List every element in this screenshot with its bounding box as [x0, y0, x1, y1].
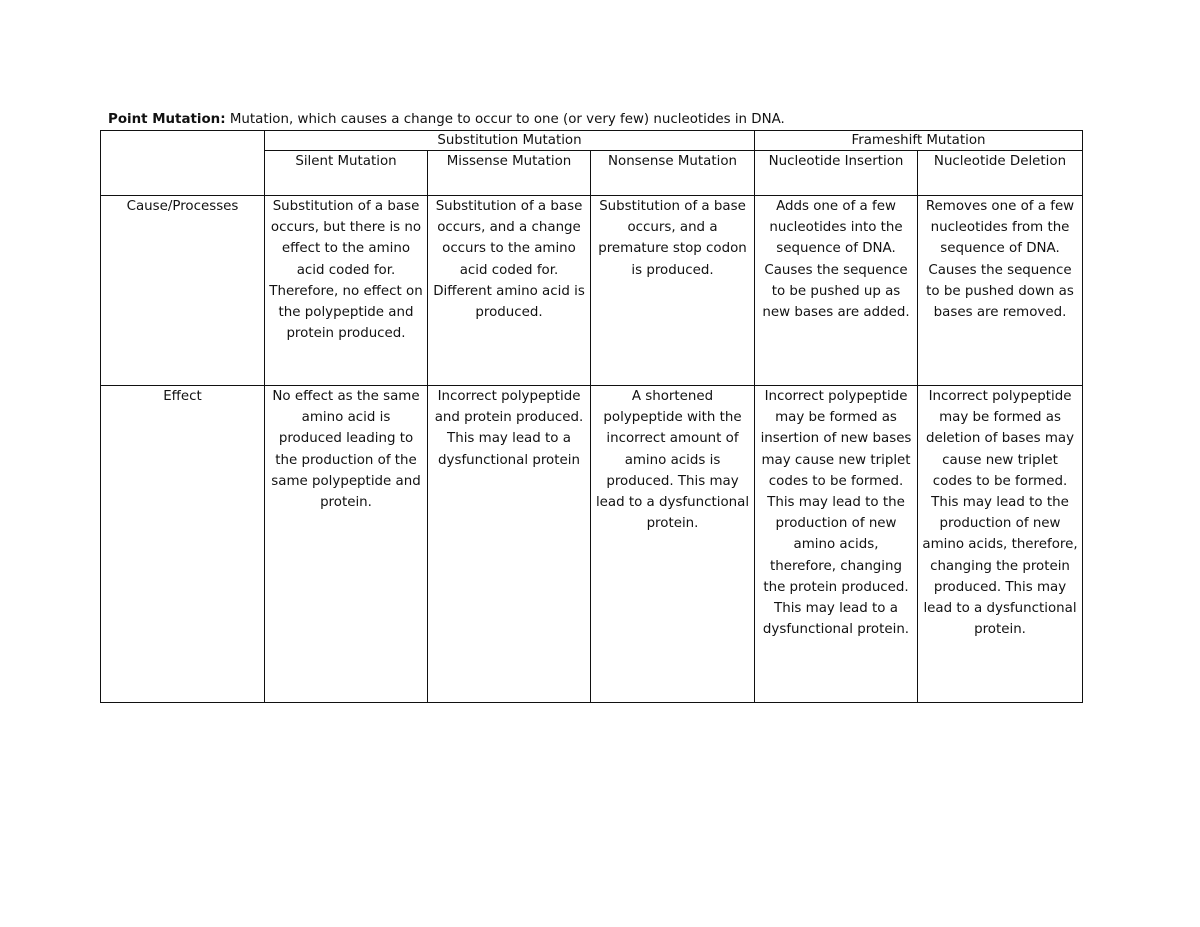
heading-definition: Mutation, which causes a change to occur to one (or very few) nucleotides in DNA. — [225, 112, 785, 127]
corner-cell — [101, 131, 265, 196]
type-header-nonsense: Nonsense Mutation — [591, 151, 755, 196]
table-row-cause — [101, 196, 1083, 386]
heading-term: Point Mutation: — [108, 112, 226, 127]
cell-cause-nonsense: Substitution of a base occurs, and a premature stop codon is produced. — [591, 196, 755, 386]
cell-effect-silent: No effect as the same amino acid is produced leading to the production of the same polypeptide and protein. — [265, 386, 428, 703]
document-heading — [108, 111, 785, 129]
row-label-effect: Effect — [101, 386, 265, 703]
cell-cause-insertion: Adds one of a few nucleotides into the sequence of DNA. Causes the sequence to be pushed up as new bases are added. — [755, 196, 918, 386]
cell-effect-insertion: Incorrect polypeptide may be formed as insertion of new bases may cause new triplet codes to be formed. This may lead to the production of new amino acids, therefore, changing the protein produced. This may lead to a dysfunctional protein. — [755, 386, 918, 703]
group-header-substitution: Substitution Mutation — [265, 131, 755, 151]
cell-cause-silent: Substitution of a base occurs, but there is no effect to the amino acid coded for. Therefore, no effect on the polypeptide and protein produced. — [265, 196, 428, 386]
type-header-deletion: Nucleotide Deletion — [918, 151, 1083, 196]
cell-effect-deletion: Incorrect polypeptide may be formed as deletion of bases may cause new triplet codes to be formed. This may lead to the production of new amino acids, therefore, changing the protein produced. This may lead to a dysfunctional protein. — [918, 386, 1083, 703]
cell-effect-nonsense: A shortened polypeptide with the incorrect amount of amino acids is produced. This may lead to a dysfunctional protein. — [591, 386, 755, 703]
type-header-silent: Silent Mutation — [265, 151, 428, 196]
cell-cause-missense: Substitution of a base occurs, and a change occurs to the amino acid coded for. Different amino acid is produced. — [428, 196, 591, 386]
cell-cause-deletion: Removes one of a few nucleotides from the sequence of DNA. Causes the sequence to be pushed down as bases are removed. — [918, 196, 1083, 386]
cell-effect-missense: Incorrect polypeptide and protein produced. This may lead to a dysfunctional protein — [428, 386, 591, 703]
type-header-insertion: Nucleotide Insertion — [755, 151, 918, 196]
table-group-header-row — [101, 131, 1083, 151]
type-header-missense: Missense Mutation — [428, 151, 591, 196]
table-row-effect — [101, 386, 1083, 703]
group-header-frameshift: Frameshift Mutation — [755, 131, 1083, 151]
mutation-table — [100, 130, 1083, 703]
row-label-cause: Cause/Processes — [101, 196, 265, 386]
